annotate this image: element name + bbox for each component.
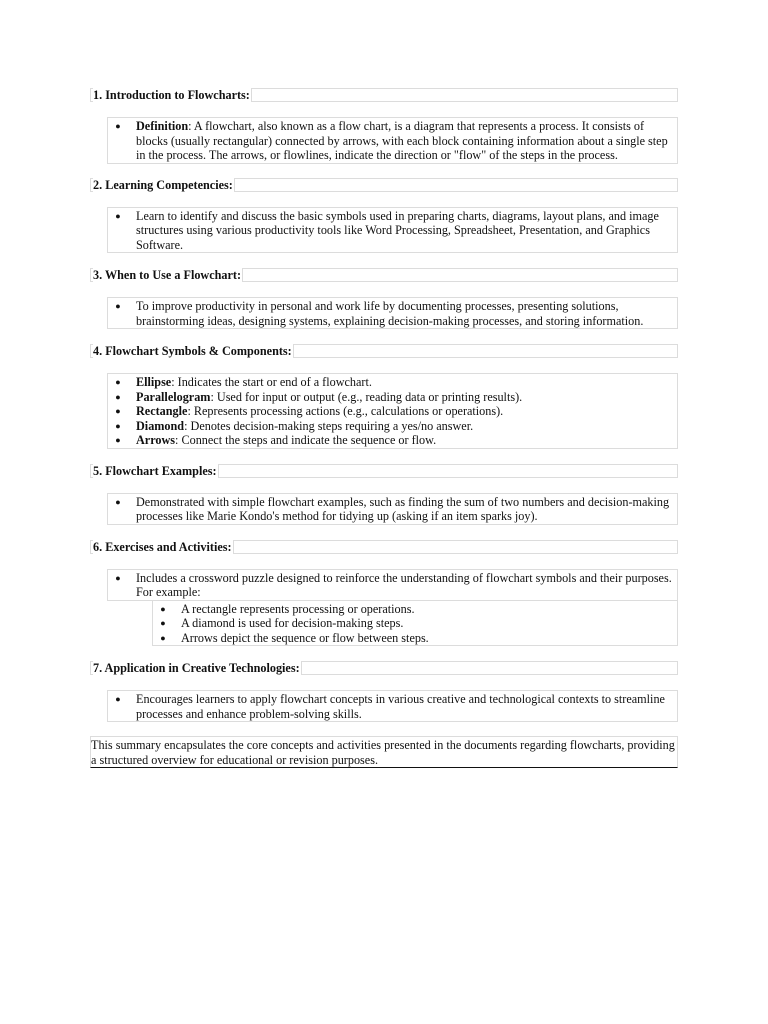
item-text: : A flowchart, also known as a flow chart, is a diagram that represents a process. It consists of blocks (usually rectangular) connected by arrows, with each block containing information about a single step in the process. The arrows, or flowlines, indicate the direction or "flow" of the steps in the process. xyxy=(136,119,668,162)
section-heading-text: 6. Exercises and Activities: xyxy=(93,539,232,554)
bullet-icon: ● xyxy=(115,406,121,416)
bullet-icon: ● xyxy=(115,694,121,704)
bullet-list xyxy=(107,207,678,254)
bullet-icon: ● xyxy=(115,377,121,387)
section-heading xyxy=(90,661,678,675)
item-text: : Represents processing actions (e.g., calculations or operations). xyxy=(187,404,504,418)
bullet-list xyxy=(107,569,678,601)
bullet-icon: ● xyxy=(115,420,121,431)
term: Rectangle xyxy=(136,404,188,418)
list-item xyxy=(108,299,675,328)
term: Ellipse xyxy=(136,375,172,389)
bullet-list xyxy=(107,297,678,329)
term: Diamond xyxy=(136,418,185,433)
item-text: A rectangle represents processing or operations. xyxy=(181,601,415,616)
list-item-diamond xyxy=(108,419,675,434)
bullet-list xyxy=(107,117,678,164)
bullet-icon: ● xyxy=(160,632,166,643)
item-text: : Denotes decision-making steps requiring a yes/no answer. xyxy=(184,418,474,433)
section-creative-technologies xyxy=(90,661,678,722)
list-item xyxy=(108,571,675,600)
bullet-icon: ● xyxy=(115,391,121,402)
section-examples xyxy=(90,464,678,525)
item-text: Includes a crossword puzzle designed to reinforce the understanding of flowchart symbols and their purposes. For example: xyxy=(136,570,672,599)
bullet-list xyxy=(107,373,678,449)
section-learning-competencies xyxy=(90,178,678,254)
item-text: Encourages learners to apply flowchart concepts in various creative and technological contexts to streamline processes and enhance problem-solving skills. xyxy=(136,692,665,721)
section-heading-text: 1. Introduction to Flowcharts: xyxy=(93,88,250,102)
item-text: Arrows depict the sequence or flow between steps. xyxy=(181,630,429,645)
term: Parallelogram xyxy=(136,389,211,404)
list-item-rectangle xyxy=(108,404,675,419)
list-item-parallelogram xyxy=(108,390,675,405)
section-heading-text: 5. Flowchart Examples: xyxy=(93,463,217,478)
bullet-icon: ● xyxy=(115,496,121,507)
term: Definition xyxy=(136,119,189,133)
list-item xyxy=(108,692,675,721)
section-exercises xyxy=(90,540,678,647)
section-heading xyxy=(90,88,678,102)
item-text: A diamond is used for decision-making steps. xyxy=(181,616,404,630)
bullet-icon: ● xyxy=(160,603,166,614)
bullet-icon: ● xyxy=(115,572,121,583)
list-item xyxy=(108,119,675,163)
bullet-icon: ● xyxy=(115,121,121,131)
section-heading xyxy=(90,268,678,282)
list-item xyxy=(153,616,675,631)
bullet-icon: ● xyxy=(115,301,121,311)
section-heading xyxy=(90,344,678,358)
section-heading-text: 2. Learning Competencies: xyxy=(93,177,233,192)
bullet-list xyxy=(107,493,678,525)
item-text: Learn to identify and discuss the basic symbols used in preparing charts, diagrams, layout plans, and image structures using various productivity tools like Word Processing, Spreadsheet, Presentation, and Graphics Software. xyxy=(136,208,659,252)
section-when-to-use xyxy=(90,268,678,329)
section-heading-text: 3. When to Use a Flowchart: xyxy=(93,268,242,282)
list-item xyxy=(108,495,675,524)
section-heading xyxy=(90,540,678,554)
section-symbols-components xyxy=(90,344,678,449)
item-text: To improve productivity in personal and work life by documenting processes, presenting solutions, brainstorming ideas, designing systems, explaining decision-making processes, and storing information. xyxy=(136,299,644,328)
item-text: Demonstrated with simple flowchart examples, such as finding the sum of two numbers and decision-making processes like Marie Kondo's method for tidying up (asking if an item sparks joy). xyxy=(136,494,670,523)
section-heading-text: 7. Application in Creative Technologies: xyxy=(93,661,300,675)
section-heading xyxy=(90,464,678,478)
list-item-ellipse xyxy=(108,375,675,390)
bullet-list xyxy=(107,690,678,722)
nested-bullet-list xyxy=(152,601,678,647)
item-text: : Used for input or output (e.g., reading data or printing results). xyxy=(210,389,523,404)
term: Arrows xyxy=(136,433,176,447)
bullet-icon: ● xyxy=(160,618,166,628)
list-item xyxy=(108,209,675,253)
item-text: : Indicates the start or end of a flowchart. xyxy=(171,375,372,389)
item-text: : Connect the steps and indicate the sequence or flow. xyxy=(175,433,437,447)
list-item xyxy=(153,631,675,646)
bullet-icon: ● xyxy=(115,435,121,445)
section-heading-text: 4. Flowchart Symbols & Components: xyxy=(93,344,292,358)
list-item xyxy=(153,602,675,617)
section-heading xyxy=(90,178,678,192)
bullet-icon: ● xyxy=(115,210,121,221)
summary-paragraph: This summary encapsulates the core concepts and activities presented in the documents regarding flowcharts, providing a structured overview for educational or revision purposes. xyxy=(90,736,678,768)
section-introduction xyxy=(90,88,678,164)
document-page xyxy=(90,88,678,768)
list-item-arrows xyxy=(108,433,675,448)
